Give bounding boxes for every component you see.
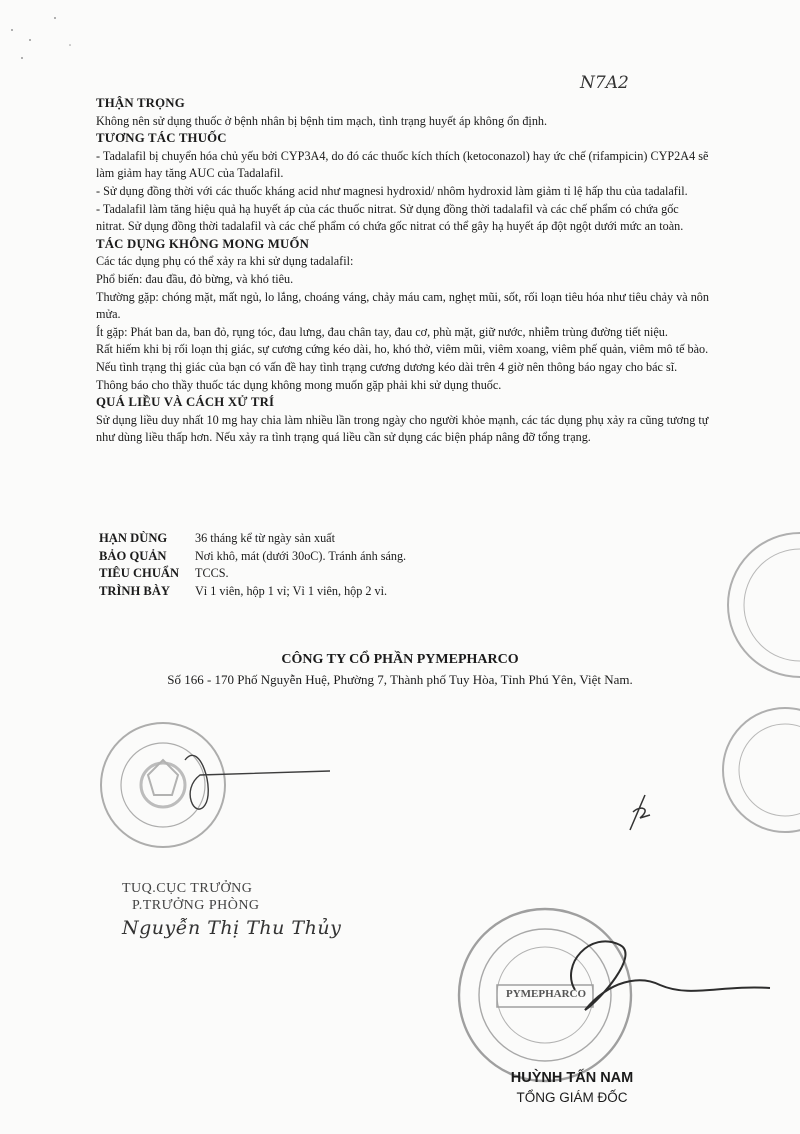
info-key: HẠN DÙNG [99, 531, 168, 545]
company-address: Số 166 - 170 Phố Nguyễn Huệ, Phường 7, Thành phố Tuy Hòa, Tỉnh Phú Yên, Việt Nam. [167, 672, 633, 687]
paragraph: Phổ biến: đau đầu, đỏ bừng, và khó tiêu. [96, 271, 294, 286]
paragraph: - Sử dụng đồng thời với các thuốc kháng acid như magnesi hydroxid/ nhôm hydroxid làm giảm tỉ lệ hấp thu của tadalafil. [96, 183, 688, 198]
info-value: Vỉ 1 viên, hộp 1 vỉ; Vỉ 1 viên, hộp 2 vỉ. [195, 583, 388, 598]
edge-stamp-top [728, 533, 800, 677]
paragraph: - Tadalafil bị chuyển hóa chủ yếu bởi CYP3A4, do đó các thuốc kích thích (ketoconazol) hay ức chế (rifampicin) CYP2A4 sẽ làm giảm hay tăng AUC của Tadalafil. [96, 148, 709, 181]
info-value: Nơi khô, mát (dưới 30oC). Tránh ánh sáng. [195, 548, 407, 563]
section-heading: THẬN TRỌNG [96, 96, 185, 110]
signer-name: HUỲNH TẤN NAM [510, 1070, 634, 1086]
company-name: CÔNG TY CỔ PHẦN PYMEPHARCO [281, 652, 519, 667]
info-value: 36 tháng kể từ ngày sản xuất [195, 531, 335, 545]
authority-block [122, 880, 341, 937]
scan-speckles [11, 17, 71, 59]
ministry-signature-stroke [185, 755, 330, 809]
company-stamp-label: PYMEPHARCO [505, 988, 587, 1000]
handwritten-annotation: N7A2 [580, 73, 629, 93]
paragraph: Các tác dụng phụ có thể xảy ra khi sử dụng tadalafil: [96, 254, 354, 269]
paragraph: - Tadalafil làm tăng hiệu quả hạ huyết áp của các thuốc nitrat. Sử dụng đồng thời tadalafil và các chế phẩm có chứa gốc nitrat. Sử dụng đồng thời tadalafil và các chế phẩm có chứa gốc nitrat có thể gây hạ huyết áp đột ngột dưới mức an toàn. [96, 201, 684, 234]
ministry-stamp [101, 723, 225, 847]
section-heading: QUÁ LIỀU VÀ CÁCH XỬ TRÍ [96, 395, 275, 410]
section-heading: TÁC DỤNG KHÔNG MONG MUỐN [96, 236, 310, 251]
authority-signature: Nguyễn Thị Thu Thủy [122, 917, 342, 939]
initial-mark [630, 795, 650, 830]
authority-title: TUQ.CỤC TRƯỞNG [122, 881, 253, 896]
info-key: TIÊU CHUẨN [99, 566, 180, 581]
signer-title: TỔNG GIÁM ĐỐC [516, 1090, 628, 1105]
paragraph: Ít gặp: Phát ban da, ban đỏ, rụng tóc, đau lưng, đau chân tay, đau cơ, phù mặt, giữ nước, nhiễm trùng đường tiết niệu. [96, 324, 668, 339]
paragraph: Rất hiếm khi bị rối loạn thị giác, sự cương cứng kéo dài, ho, khó thở, viêm mũi, viêm xoang, viêm phế quản, viêm mô tế bào. [96, 342, 709, 357]
edge-stamp-bottom [723, 708, 800, 832]
signer-block [497, 1070, 647, 1105]
info-key: TRÌNH BÀY [99, 583, 171, 598]
paragraph: Không nên sử dụng thuốc ở bệnh nhân bị bệnh tim mạch, tình trạng huyết áp không ổn định. [96, 113, 548, 128]
paragraph: Sử dụng liều duy nhất 10 mg hay chia làm nhiều lần trong ngày cho người khỏe mạnh, các tác dụng phụ xảy ra cũng tương tự như dùng liều thấp hơn. Nếu xảy ra tình trạng quá liều cần sử dụng các biện pháp nâng đỡ tổng trạng. [96, 412, 709, 445]
authority-subtitle: P.TRƯỞNG PHÒNG [132, 898, 260, 913]
paragraph: Nếu tình trạng thị giác của bạn có vấn đề hay tình trạng cương dương kéo dài trên 4 giờ nên thông báo ngay cho bác sĩ. [96, 359, 678, 374]
section-heading: TƯƠNG TÁC THUỐC [96, 131, 227, 146]
paragraph: Thông báo cho thầy thuốc tác dụng không mong muốn gặp phải khi sử dụng thuốc. [96, 377, 502, 392]
info-value: TCCS. [195, 566, 229, 581]
info-key: BẢO QUẢN [99, 548, 167, 563]
director-signature-stroke [571, 941, 770, 1010]
paragraph: Thường gặp: chóng mặt, mất ngủ, lo lắng, choáng váng, chảy máu cam, nghẹt mũi, sốt, rối loạn tiêu hóa như tiêu chảy và nôn mửa. [96, 289, 709, 322]
